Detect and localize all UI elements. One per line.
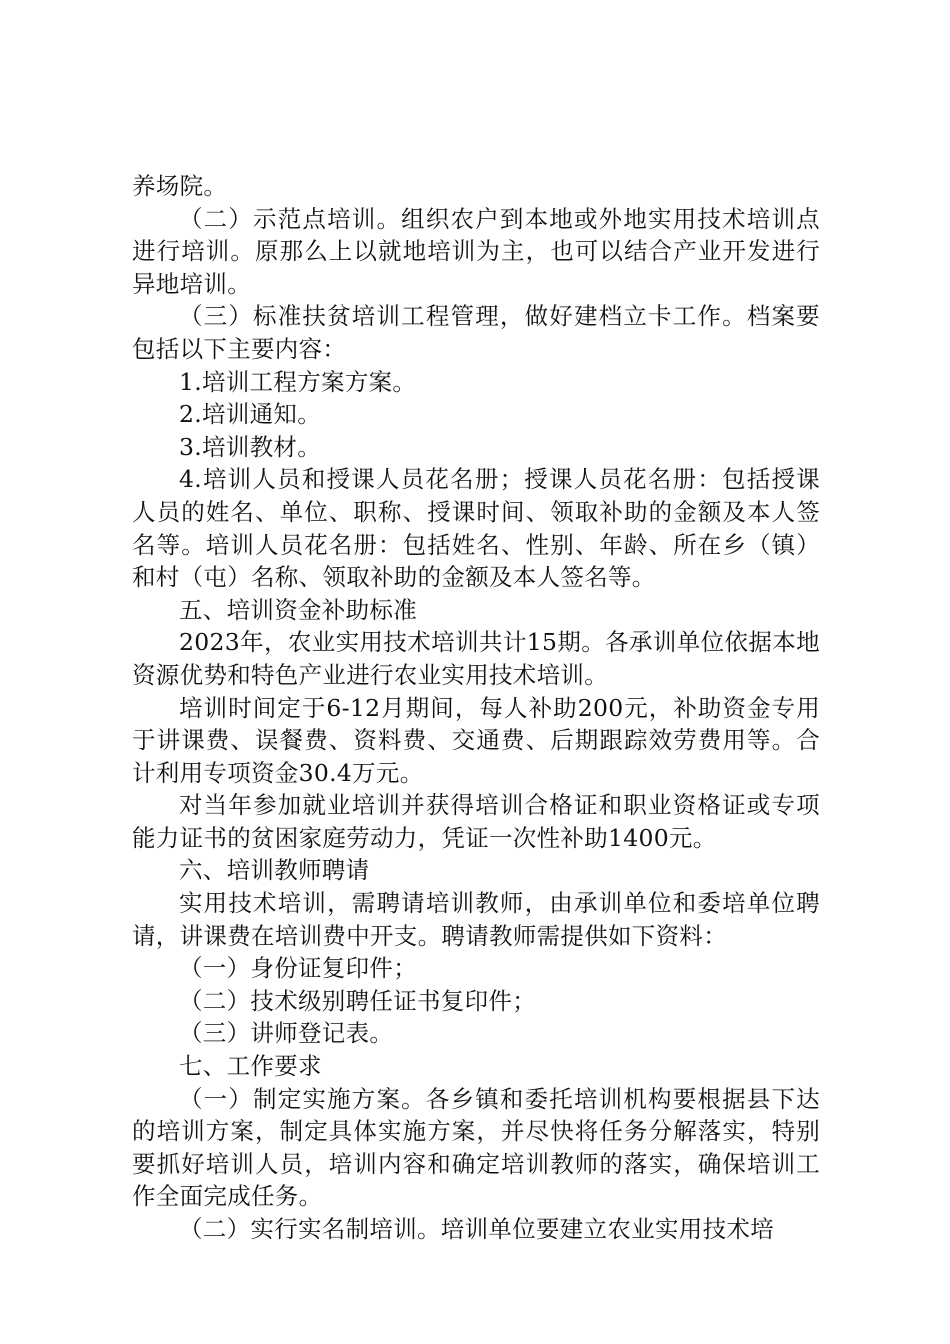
list-item-c: （三）讲师登记表。 xyxy=(179,1019,394,1048)
list-item-1: 1.培训工程方案方案。 xyxy=(179,367,417,396)
section-heading-5: 五、培训资金补助标准 xyxy=(179,595,417,624)
paragraph-6: 对当年参加就业培训并获得培训合格证和职业资格证或专项能力证书的贫困家庭劳动力，凭证一次性补助1400元。 xyxy=(132,791,820,852)
section-heading-6: 六、培训教师聘请 xyxy=(179,856,370,885)
list-item-4: 4.培训人员和授课人员花名册；授课人员花名册：包括授课人员的姓名、单位、职称、授课时间、领取补助的金额及本人签名等。培训人员花名册：包括姓名、性别、年龄、所在乡（镇）和村（屯）名称、领取补助的金额及本人签名等。 xyxy=(132,465,820,592)
section-heading-7: 七、工作要求 xyxy=(179,1052,322,1081)
paragraph-8: （一）制定实施方案。各乡镇和委托培训机构要根据县下达的培训方案，制定具体实施方案，并尽快将任务分解落实，特别要抓好培训人员，培训内容和确定培训教师的落实，确保培训工作全面完成任务。 xyxy=(132,1084,820,1211)
list-item-3: 3.培训教材。 xyxy=(179,432,322,461)
paragraph-5: 培训时间定于6-12月期间，每人补助200元，补助资金专用于讲课费、误餐费、资料费、交通费、后期跟踪效劳费用等。合计利用专项资金30.4万元。 xyxy=(132,693,820,787)
paragraph-3: （三）标准扶贫培训工程管理，做好建档立卡工作。档案要包括以下主要内容： xyxy=(132,302,820,363)
paragraph-1: 养场院。 xyxy=(132,172,228,200)
paragraph-7: 实用技术培训，需聘请培训教师，由承训单位和委培单位聘请，讲课费在培训费中开支。聘请教师需提供如下资料： xyxy=(132,889,820,950)
list-item-a: （一）身份证复印件； xyxy=(179,954,417,983)
list-item-2: 2.培训通知。 xyxy=(179,400,322,429)
paragraph-9: （二）实行实名制培训。培训单位要建立农业实用技术培 xyxy=(179,1215,774,1243)
paragraph-4: 2023年，农业实用技术培训共计15期。各承训单位依据本地资源优势和特色产业进行农业实用技术培训。 xyxy=(132,628,820,689)
paragraph-2: （二）示范点培训。组织农户到本地或外地实用技术培训点进行培训。原那么上以就地培训为主，也可以结合产业开发进行异地培训。 xyxy=(132,204,820,298)
document-body xyxy=(132,170,820,1246)
list-item-b: （二）技术级别聘任证书复印件； xyxy=(179,986,536,1015)
